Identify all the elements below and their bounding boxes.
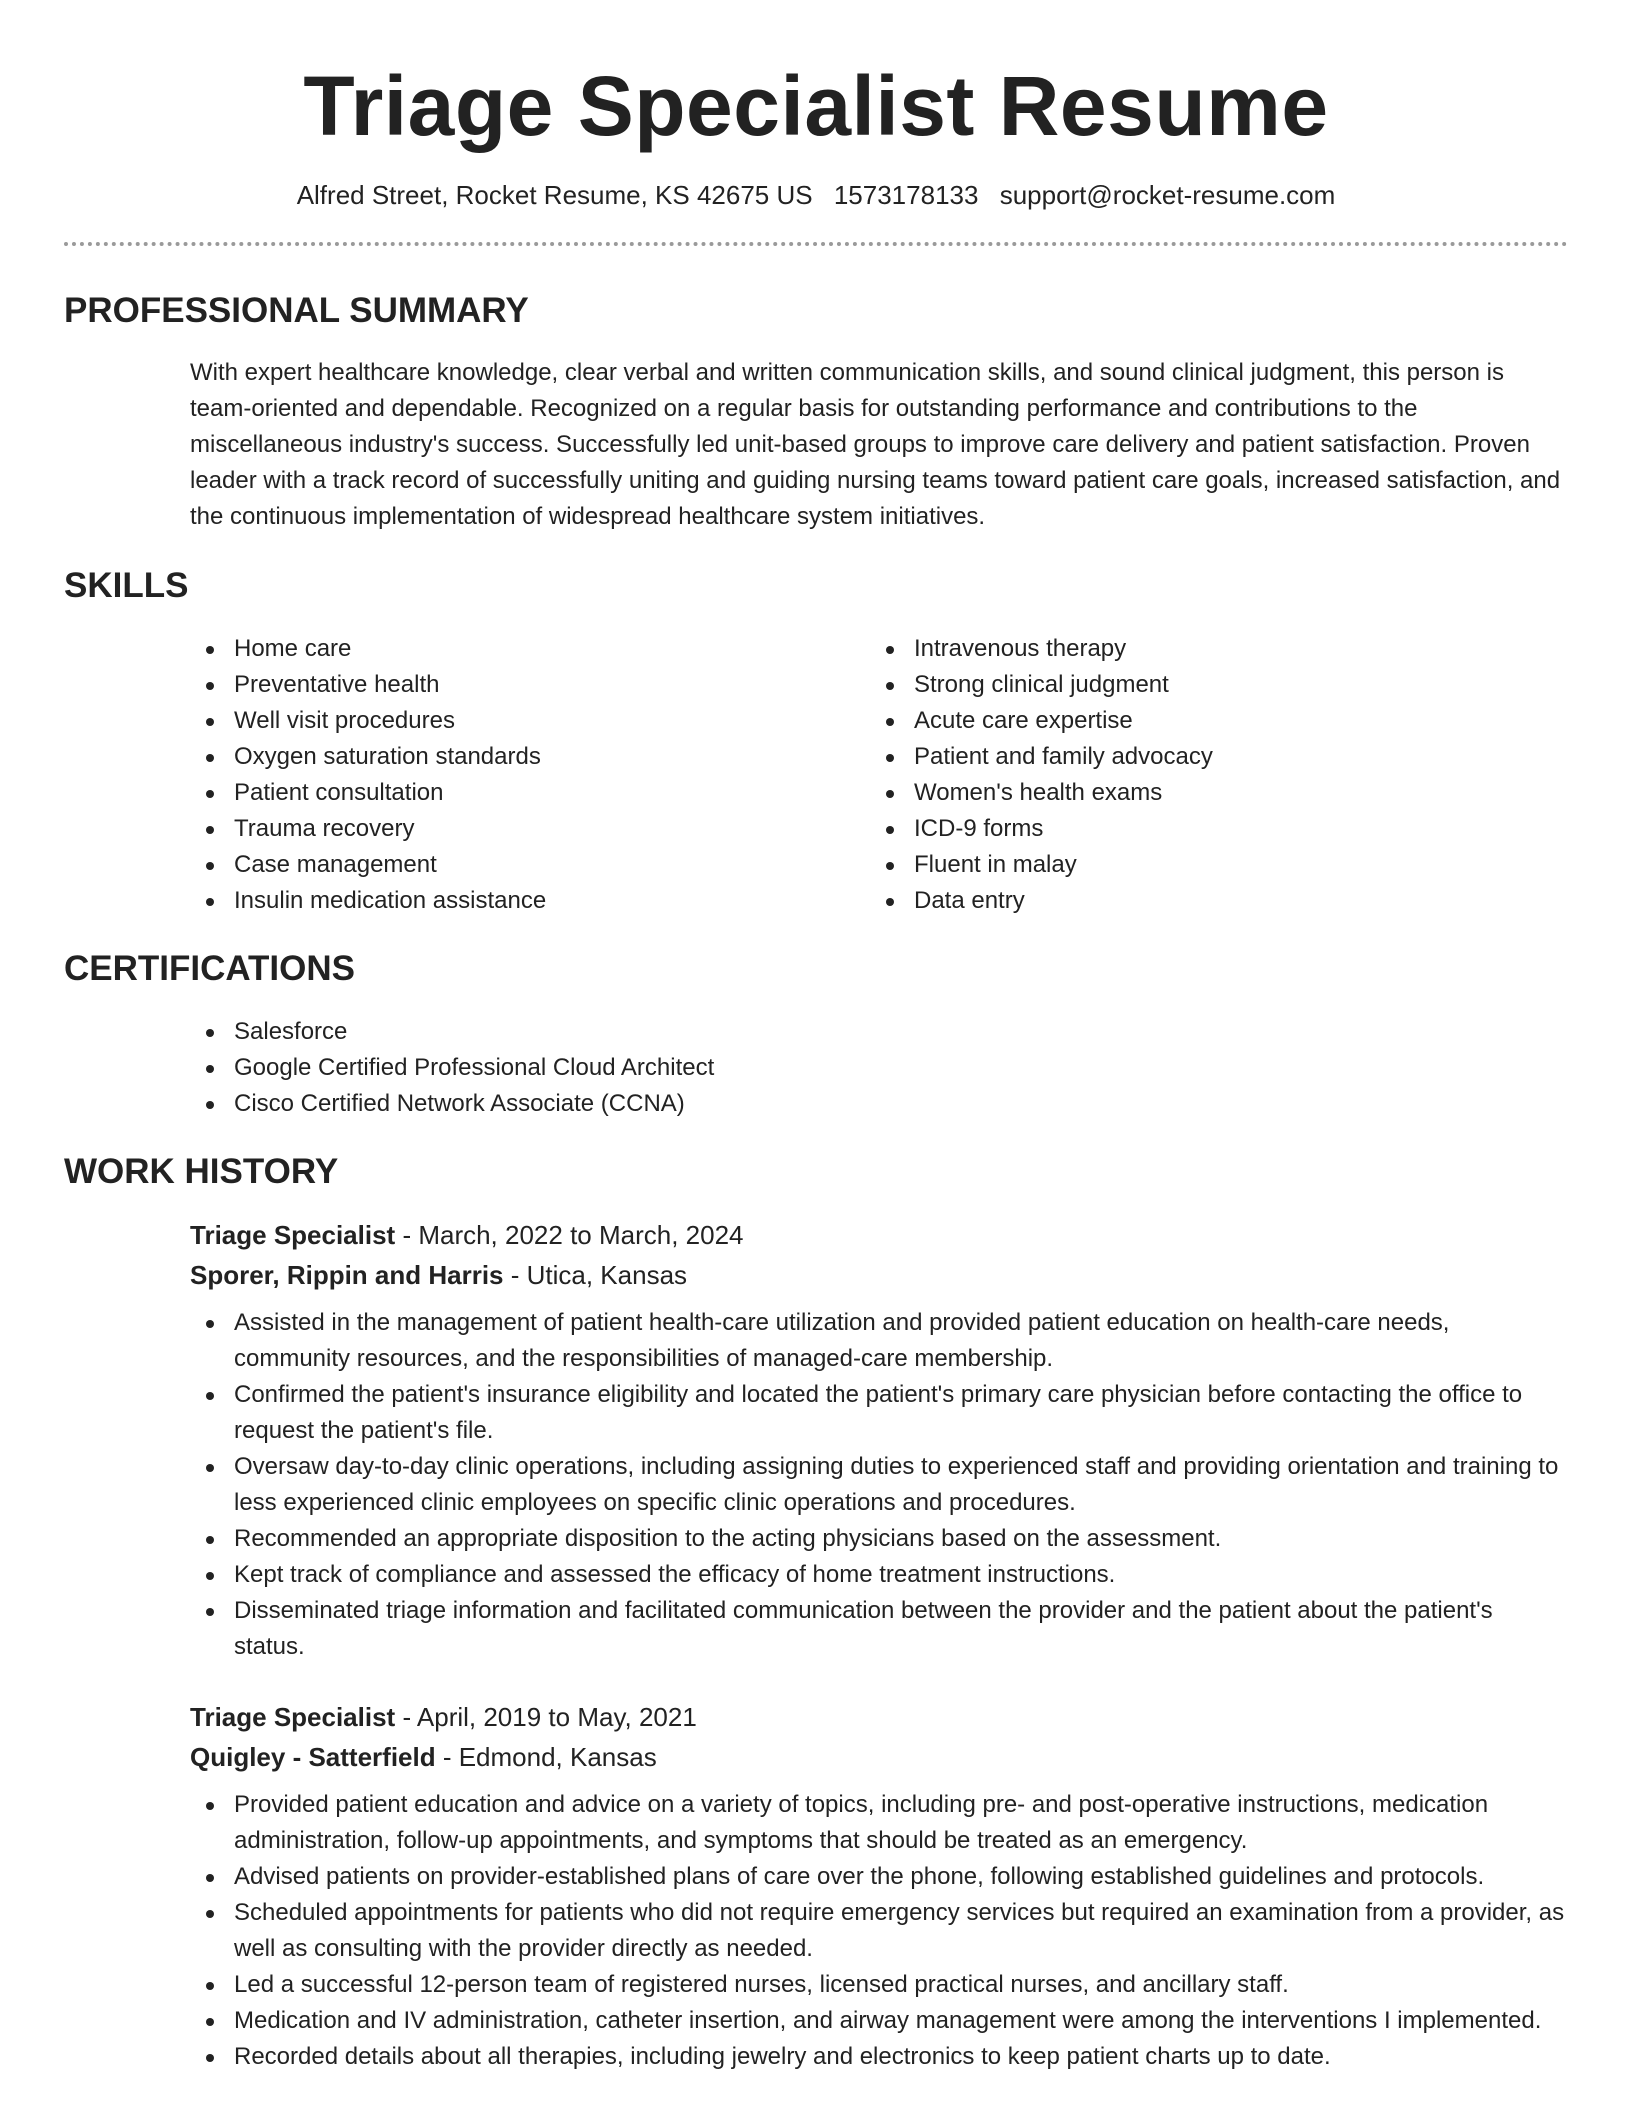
skill-item: Preventative health — [190, 667, 870, 703]
skill-item: Strong clinical judgment — [870, 667, 1550, 703]
job-location: - Edmond, Kansas — [435, 1742, 657, 1772]
skill-item: Case management — [190, 847, 870, 883]
job-title-line — [190, 1697, 1568, 1737]
job-company-line — [190, 1255, 1568, 1295]
skill-item: Well visit procedures — [190, 703, 870, 739]
skills-column-right — [870, 631, 1550, 919]
job-company-line — [190, 1737, 1568, 1777]
contact-line — [64, 179, 1568, 211]
skills-column-left — [190, 631, 870, 919]
skill-item: Data entry — [870, 883, 1550, 919]
job-bullet: Provided patient education and advice on a variety of topics, including pre- and post-operative instructions, medication administration, follow-up appointments, and symptoms that should be treated as an emergency. — [190, 1787, 1568, 1859]
job-bullet-list — [190, 1305, 1568, 1665]
skill-item: Acute care expertise — [870, 703, 1550, 739]
job-bullet: Recommended an appropriate disposition to the acting physicians based on the assessment. — [190, 1521, 1568, 1557]
job-bullet: Oversaw day-to-day clinic operations, including assigning duties to experienced staff and providing orientation and training to less experienced clinic employees on specific clinic operations and procedures. — [190, 1449, 1568, 1521]
job-bullet: Scheduled appointments for patients who did not require emergency services but required an examination from a provider, as well as consulting with the provider directly as needed. — [190, 1895, 1568, 1967]
certification-item: Google Certified Professional Cloud Architect — [190, 1050, 1568, 1086]
job-company: Sporer, Rippin and Harris — [190, 1260, 504, 1290]
work-history-heading: WORK HISTORY — [64, 1152, 339, 1191]
job-bullet: Medication and IV administration, catheter insertion, and airway management were among the interventions I implemented. — [190, 2003, 1568, 2039]
job-entry — [190, 1697, 1568, 2075]
skill-item: Home care — [190, 631, 870, 667]
skill-item: Intravenous therapy — [870, 631, 1550, 667]
skill-item: Women's health exams — [870, 775, 1550, 811]
job-dates: - March, 2022 to March, 2024 — [395, 1220, 744, 1250]
contact-phone: 1573178133 — [833, 180, 979, 210]
certification-item: Cisco Certified Network Associate (CCNA) — [190, 1086, 1568, 1122]
job-title-line — [190, 1215, 1568, 1255]
job-bullet: Kept track of compliance and assessed the efficacy of home treatment instructions. — [190, 1557, 1568, 1593]
job-title: Triage Specialist — [190, 1220, 396, 1250]
skill-item: Fluent in malay — [870, 847, 1550, 883]
resume-title: Triage Specialist Resume — [303, 59, 1329, 153]
certifications-list — [190, 1014, 1568, 1122]
job-dates: - April, 2019 to May, 2021 — [395, 1702, 697, 1732]
skill-item: Trauma recovery — [190, 811, 870, 847]
job-bullet: Advised patients on provider-established plans of care over the phone, following established guidelines and protocols. — [190, 1859, 1568, 1895]
contact-email: support@rocket-resume.com — [999, 180, 1336, 210]
job-bullet: Disseminated triage information and facilitated communication between the provider and the patient about the patient's status. — [190, 1593, 1568, 1665]
summary-text: With expert healthcare knowledge, clear verbal and written communication skills, and sound clinical judgment, this person is team-oriented and dependable. Recognized on a regular basis for outstanding performance and contributions to the miscellaneous industry's success. Successfully led unit-based groups to improve care delivery and patient satisfaction. Proven leader with a track record of successfully uniting and guiding nursing teams toward patient care goals, increased satisfaction, and the continuous implementation of widespread healthcare system initiatives. — [190, 359, 1561, 530]
job-bullet: Confirmed the patient's insurance eligibility and located the patient's primary care physician before contacting the office to request the patient's file. — [190, 1377, 1568, 1449]
skill-item: Patient and family advocacy — [870, 739, 1550, 775]
certifications-heading: CERTIFICATIONS — [64, 949, 356, 988]
skill-item: ICD-9 forms — [870, 811, 1550, 847]
skills-heading: SKILLS — [64, 566, 189, 605]
job-bullet-list — [190, 1787, 1568, 2075]
job-bullet: Led a successful 12-person team of registered nurses, licensed practical nurses, and ancillary staff. — [190, 1967, 1568, 2003]
job-company: Quigley - Satterfield — [190, 1742, 436, 1772]
certification-item: Salesforce — [190, 1014, 1568, 1050]
skills-grid — [190, 631, 1568, 919]
skill-item: Patient consultation — [190, 775, 870, 811]
contact-address: Alfred Street, Rocket Resume, KS 42675 US — [296, 180, 813, 210]
job-bullet: Recorded details about all therapies, including jewelry and electronics to keep patient charts up to date. — [190, 2039, 1568, 2075]
skill-item: Oxygen saturation standards — [190, 739, 870, 775]
job-location: - Utica, Kansas — [503, 1260, 688, 1290]
summary-heading: PROFESSIONAL SUMMARY — [64, 291, 529, 330]
skill-item: Insulin medication assistance — [190, 883, 870, 919]
job-bullet: Assisted in the management of patient health-care utilization and provided patient education on health-care needs, community resources, and the responsibilities of managed-care membership. — [190, 1305, 1568, 1377]
job-title: Triage Specialist — [190, 1702, 396, 1732]
job-entry — [190, 1215, 1568, 1665]
header-divider — [64, 242, 1568, 246]
